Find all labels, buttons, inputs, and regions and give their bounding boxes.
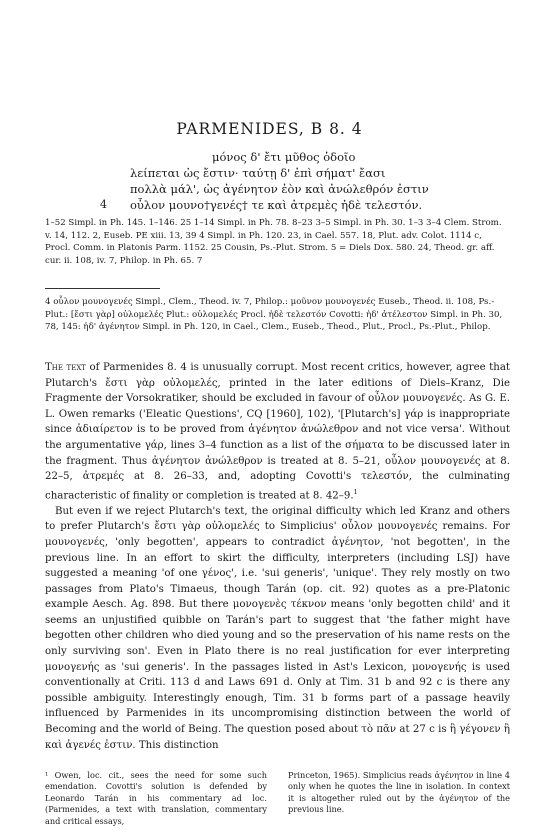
page-title: PARMENIDES, B 8. 4 [176,120,363,138]
main-text [45,360,510,753]
footnote-marker[interactable]: 1 [353,487,358,496]
lead-in: The text [45,362,86,373]
verse-line-1: μόνος δ' ἔτι μῦθος ὁδοῖο [212,150,356,164]
critical-apparatus: 4 οὖλον μουνογενές Simpl., Clem., Theod. iv. 7, Philop.: μοῦνον μουνογενές Euseb., Theod. ii. 108, Ps.-Plut.: [ἔστι γὰρ] οὐλομελές Plut.: οὐλομελές Procl. ἠδὲ τελεστόν Covotti: ἠδ' ἀτέλεστον Simpl. in Ph. 30, 78, 145: ἠδ' ἀγένητον Simpl. in Ph. 120, in Cael., Clem., Euseb., Theod., Plut., Procl., Ps.-Plut., Philop. [45,297,503,332]
verse-number: 4 [100,198,107,211]
verse-line-2: λείπεται ὡς ἔστιν· ταύτῃ δ' ἐπὶ σήματ' ἔασι [130,166,386,180]
apparatus-divider [45,288,160,289]
footnote-text: Princeton, 1965). Simplicius reads ἀγένητον in line 4 only when he quotes the line in isolation. In context it is altogether ruled out by the ἀγένητον of the previous line. [288,770,510,815]
paragraph: But even if we reject Plutarch's text, the original difficulty which led Kranz and others to prefer Plutarch's ἔστι γὰρ οὐλομελές to Simplicius' οὖλον μουνογενές remains. For μουνογενές, 'only begotten', appears to contradict ἀγένητον, 'not begotten', in the previous line. In an effort to skirt the difficulty, interpreters (including LSJ) have suggested a meaning 'of one γένος', i.e. 'sui generis', 'unique'. They rely mostly on two passages from Plato's Timaeus, though Tarán (op. cit. 92) quotes as a pre-Platonic example Aesch. Ag. 898. But there μονογενὲς τέκνον means 'only begotten child' and it seems an unjustified quibble on Tarán's part to suggest that 'the father might have begotten other children who died young and so the preservation of his name rests on the only surviving son'. Even in Plato there is no real justification for ever interpreting μονογενής as 'sui generis'. In the passages listed in Ast's Lexicon, μονογενής is used conventionally at Criti. 113 d and Laws 691 d. Only at Tim. 31 b and 92 c is there any possible ambiguity. Interestingly enough, Tim. 31 b forms part of a passage heavily influenced by Parmenides in its uncompromising distinction between the world of Becoming and the world of Being. The question posed about τὸ πᾶν at 27 c is ἢ γέγονεν ἢ καὶ ἀγενές ἐστιν. This distinction [45,505,510,751]
paragraph [45,360,510,504]
footnote-text: ¹ Owen, loc. cit., sees the need for some such emendation. Covotti's solution is defended by Leonardo Tarán in his commentary ad loc. (Parmenides, a text with translation, commentary and critical essays, [45,770,267,826]
verse-line-3: πολλὰ μάλ', ὡς ἀγένητον ἐὸν καὶ ἀνώλεθρόν ἐστιν [130,182,429,196]
verse-line-4: οὖλον μουνο†γενές† τε καὶ ἀτρεμὲς ἠδὲ τελεστόν. [130,198,423,212]
footnote-column-right [288,770,510,816]
testimonia-sources: 1–52 Simpl. in Ph. 145. 1–146. 25 1–14 Simpl. in Ph. 78. 8–23 3–5 Simpl. in Ph. 30. 1–3 3–4 Clem. Strom. v. 14, 112. 2, Euseb. PE xiii. 13, 39 4 Simpl. in Ph. 120. 23, in Cael. 557. 18, Plut. adv. Colot. 1114 c, Procl. Comm. in Platonis Parm. 1152. 25 Cousin, Ps.-Plut. Strom. 5 = Diels Dox. 580. 24, Theod. gr. aff. cur. ii. 108, iv. 7, Philop. in Ph. 65. 7 [45,218,502,266]
footnote-column-left [45,770,267,827]
paragraph-1-text: of Parmenides 8. 4 is unusually corrupt. Most recent critics, however, agree that Plutarch's ἔστι γὰρ οὐλομελές, printed in the later editions of Diels–Kranz, Die Fragmente der Vorsokratiker, should be excluded in favour of οὖλον μουνογενές. As G. E. L. Owen remarks ('Eleatic Questions', CQ [1960], 102), '[Plutarch's] γάρ is inappropriate since ἀδιαίρετον is to be proved from ἀγένητον ἀνώλεθρον and not vice versa'. Without the argumentative γάρ, lines 3–4 function as a list of the σήματα to be discussed later in the fragment. Thus ἀγένητον ἀνώλεθρον is treated at 8. 5–21, οὖλον μουνογενές at 8. 22–5, ἀτρεμές at 8. 26–33, and, adopting Covotti's τελεστόν, the culminating characteristic of finality or completion is treated at 8. 42–9. [45,362,510,502]
